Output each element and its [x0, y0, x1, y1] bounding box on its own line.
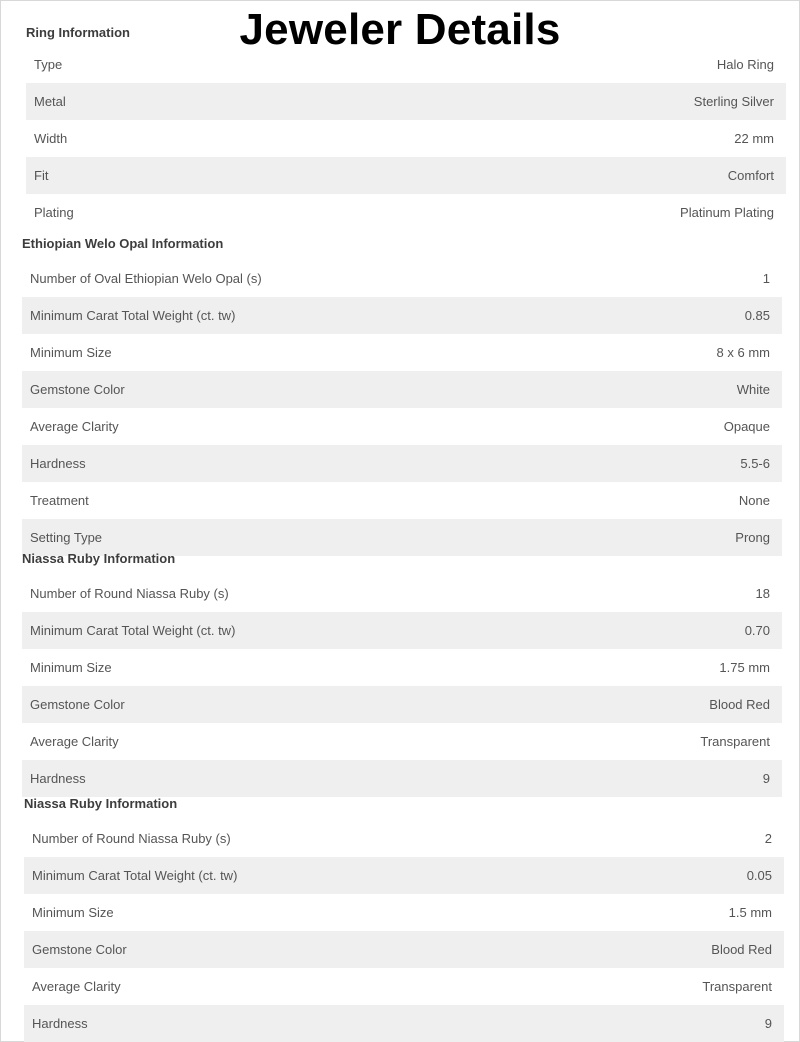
row-label: Minimum Size: [30, 660, 112, 675]
row-label: Treatment: [30, 493, 89, 508]
table-row: [24, 894, 784, 931]
row-value: Blood Red: [709, 697, 770, 712]
row-label: Hardness: [32, 1016, 88, 1031]
row-label: Minimum Size: [30, 345, 112, 360]
row-label: Minimum Carat Total Weight (ct. tw): [32, 868, 238, 883]
row-value: 2: [764, 831, 772, 846]
table-row: [22, 482, 782, 519]
row-label: Number of Oval Ethiopian Welo Opal (s): [30, 271, 262, 286]
row-label: Average Clarity: [32, 979, 121, 994]
table-row: [22, 408, 782, 445]
row-value: 18: [755, 586, 770, 601]
table-row: [24, 1005, 784, 1042]
row-label: Hardness: [30, 456, 86, 471]
table-row: [22, 260, 782, 297]
row-label: Average Clarity: [30, 419, 119, 434]
row-value: 0.70: [744, 623, 770, 638]
row-value: Prong: [735, 530, 770, 545]
section-title: Niassa Ruby Information: [22, 551, 176, 566]
row-value: Blood Red: [711, 942, 772, 957]
table-row: [22, 686, 782, 723]
row-value: Transparent: [702, 979, 772, 994]
row-label: Plating: [34, 205, 74, 220]
section-title: Ethiopian Welo Opal Information: [22, 236, 224, 251]
row-label: Gemstone Color: [30, 382, 125, 397]
row-value: 1: [762, 271, 770, 286]
table-row: [22, 612, 782, 649]
row-value: Sterling Silver: [693, 94, 774, 109]
row-value: 1.75 mm: [719, 660, 770, 675]
row-label: Gemstone Color: [30, 697, 125, 712]
table-row: [22, 760, 782, 797]
row-label: Hardness: [30, 771, 86, 786]
row-value: None: [738, 493, 770, 508]
section-ruby-information-2: [24, 793, 784, 1042]
table-row: [24, 857, 784, 894]
row-label: Average Clarity: [30, 734, 119, 749]
table-row: [22, 371, 782, 408]
table-row: [24, 820, 784, 857]
table-row: [22, 723, 782, 760]
row-value: 9: [764, 1016, 772, 1031]
table-row: [22, 575, 782, 612]
row-value: Comfort: [727, 168, 774, 183]
table-row: [22, 445, 782, 482]
row-label: Metal: [34, 94, 66, 109]
row-value: Opaque: [723, 419, 770, 434]
row-value: 5.5-6: [740, 456, 770, 471]
table-row: [26, 120, 786, 157]
row-label: Gemstone Color: [32, 942, 127, 957]
row-label: Number of Round Niassa Ruby (s): [32, 831, 231, 846]
row-value: White: [736, 382, 770, 397]
row-value: 22 mm: [734, 131, 774, 146]
row-label: Fit: [34, 168, 49, 183]
row-label: Width: [34, 131, 68, 146]
row-label: Minimum Size: [32, 905, 114, 920]
section-ruby-information: [22, 548, 782, 797]
page-title: Jeweler Details: [239, 5, 561, 54]
row-value: Halo Ring: [716, 57, 774, 72]
table-row: [26, 157, 786, 194]
row-value: 8 x 6 mm: [716, 345, 770, 360]
row-value: 1.5 mm: [728, 905, 772, 920]
table-row: [26, 194, 786, 231]
table-row: [24, 931, 784, 968]
row-value: Transparent: [700, 734, 770, 749]
row-value: Platinum Plating: [680, 205, 774, 220]
row-label: Number of Round Niassa Ruby (s): [30, 586, 229, 601]
section-title: Niassa Ruby Information: [24, 796, 178, 811]
row-label: Minimum Carat Total Weight (ct. tw): [30, 308, 236, 323]
table-row: [24, 968, 784, 1005]
table-row: [22, 649, 782, 686]
row-label: Type: [34, 57, 63, 72]
table-row: [22, 297, 782, 334]
table-row: [22, 334, 782, 371]
section-title: Ring Information: [26, 25, 130, 40]
table-row: [26, 83, 786, 120]
row-value: 0.05: [746, 868, 772, 883]
row-value: 9: [762, 771, 770, 786]
section-opal-information: [22, 233, 782, 556]
row-label: Minimum Carat Total Weight (ct. tw): [30, 623, 236, 638]
row-label: Setting Type: [30, 530, 103, 545]
row-value: 0.85: [744, 308, 770, 323]
